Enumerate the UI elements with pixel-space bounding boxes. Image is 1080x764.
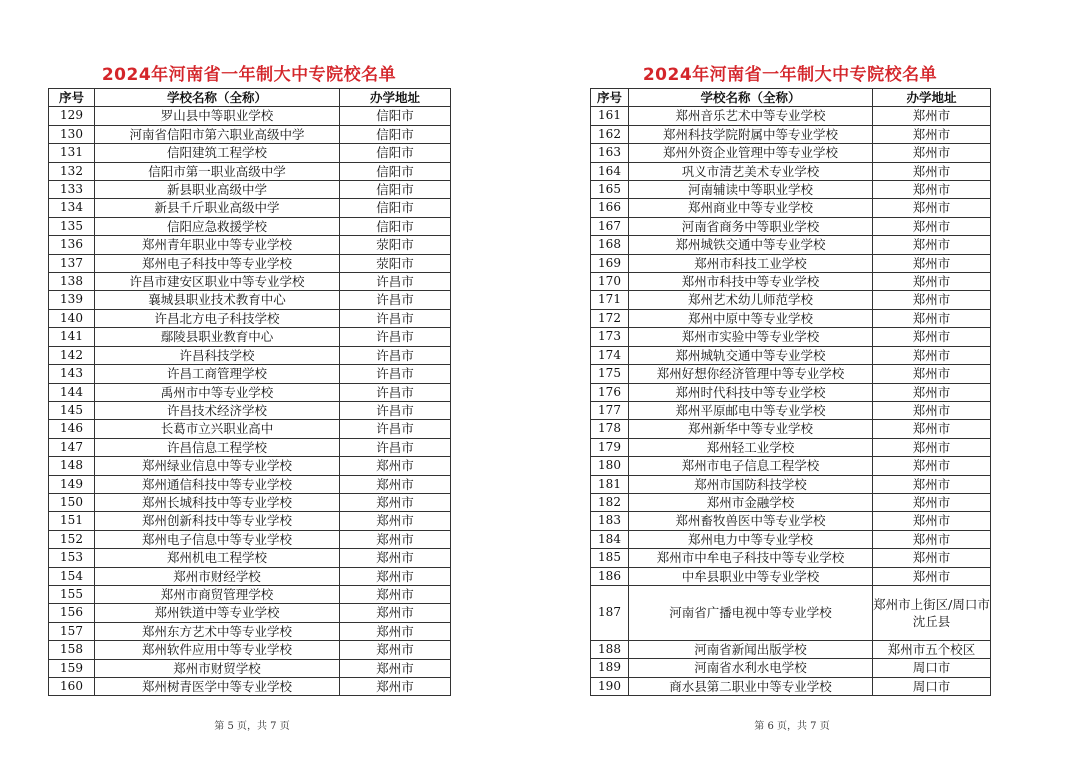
school-name: 郑州科技学院附属中等专业学校	[629, 125, 873, 143]
school-city: 信阳市	[340, 125, 451, 143]
row-number: 174	[591, 346, 629, 364]
row-number: 145	[49, 401, 95, 419]
table-row	[591, 567, 991, 585]
table-row	[591, 549, 991, 567]
school-city: 郑州市	[873, 346, 991, 364]
table-row	[591, 217, 991, 235]
school-city: 信阳市	[340, 199, 451, 217]
table-row	[591, 640, 991, 658]
school-city: 许昌市	[340, 420, 451, 438]
school-city: 信阳市	[340, 144, 451, 162]
row-number: 146	[49, 420, 95, 438]
row-number: 160	[49, 678, 95, 696]
row-number: 177	[591, 401, 629, 419]
school-city: 郑州市五个校区	[873, 640, 991, 658]
row-number: 138	[49, 273, 95, 291]
school-city: 周口市	[873, 659, 991, 677]
school-city: 许昌市	[340, 401, 451, 419]
table-row	[49, 383, 451, 401]
row-number: 163	[591, 144, 629, 162]
table-row	[49, 236, 451, 254]
row-number: 154	[49, 567, 95, 585]
school-city: 郑州市	[340, 530, 451, 548]
table-row	[591, 273, 991, 291]
row-number: 167	[591, 217, 629, 235]
row-number: 186	[591, 567, 629, 585]
school-name: 郑州市财贸学校	[95, 659, 340, 677]
row-number: 144	[49, 383, 95, 401]
school-city: 郑州市	[340, 475, 451, 493]
row-number: 141	[49, 328, 95, 346]
school-city: 信阳市	[340, 107, 451, 125]
table-row	[49, 199, 451, 217]
school-name: 郑州树青医学中等专业学校	[95, 678, 340, 696]
school-city: 信阳市	[340, 181, 451, 199]
school-city: 郑州市	[873, 365, 991, 383]
left-page-footer: 第 5 页，共 7 页	[214, 721, 290, 732]
table-row	[591, 199, 991, 217]
school-name: 郑州商业中等专业学校	[629, 199, 873, 217]
school-city: 郑州市	[873, 438, 991, 456]
table-row	[591, 254, 991, 272]
row-number: 158	[49, 641, 95, 659]
row-number: 135	[49, 217, 95, 235]
school-city: 许昌市	[340, 383, 451, 401]
school-name: 郑州城轨交通中等专业学校	[629, 346, 873, 364]
school-name: 鄢陵县职业教育中心	[95, 328, 340, 346]
school-name: 郑州绿业信息中等专业学校	[95, 457, 340, 475]
table-row	[49, 273, 451, 291]
table-row	[591, 162, 991, 180]
table-row	[49, 641, 451, 659]
row-number: 172	[591, 309, 629, 327]
row-number: 148	[49, 457, 95, 475]
school-city: 郑州市	[340, 678, 451, 696]
school-city: 郑州市	[873, 236, 991, 254]
school-name: 襄城县职业技术教育中心	[95, 291, 340, 309]
table-row	[49, 365, 451, 383]
table-row	[49, 107, 451, 125]
table-row	[49, 567, 451, 585]
table-row	[591, 475, 991, 493]
table-row	[591, 181, 991, 199]
row-number: 188	[591, 640, 629, 658]
row-number: 170	[591, 273, 629, 291]
school-city: 郑州市	[873, 328, 991, 346]
school-name: 郑州畜牧兽医中等专业学校	[629, 512, 873, 530]
header-city: 办学地址	[340, 89, 451, 107]
school-name: 郑州市商贸管理学校	[95, 585, 340, 603]
row-number: 133	[49, 181, 95, 199]
row-number: 179	[591, 438, 629, 456]
school-name: 郑州市国防科技学校	[629, 475, 873, 493]
school-city: 郑州市	[873, 493, 991, 511]
row-number: 164	[591, 162, 629, 180]
table-row	[49, 291, 451, 309]
table-row	[591, 125, 991, 143]
row-number: 161	[591, 107, 629, 125]
school-name: 商水县第二职业中等专业学校	[629, 677, 873, 695]
table-row	[49, 254, 451, 272]
school-name: 禹州市中等专业学校	[95, 383, 340, 401]
school-name: 郑州音乐艺术中等专业学校	[629, 107, 873, 125]
table-row	[591, 457, 991, 475]
table-row	[49, 144, 451, 162]
table-row	[591, 438, 991, 456]
row-number: 147	[49, 438, 95, 456]
right-page	[590, 62, 990, 696]
table-header-row	[591, 89, 991, 107]
school-name: 郑州轻工业学校	[629, 438, 873, 456]
row-number: 182	[591, 493, 629, 511]
school-city: 郑州市上街区/周口市沈丘县	[873, 585, 991, 640]
school-name: 郑州外资企业管理中等专业学校	[629, 144, 873, 162]
row-number: 183	[591, 512, 629, 530]
table-row	[49, 493, 451, 511]
row-number: 137	[49, 254, 95, 272]
row-number: 129	[49, 107, 95, 125]
table-row	[49, 475, 451, 493]
school-city: 许昌市	[340, 291, 451, 309]
school-city: 郑州市	[340, 567, 451, 585]
left-school-table	[48, 88, 451, 696]
school-city: 许昌市	[340, 346, 451, 364]
school-city: 周口市	[873, 677, 991, 695]
row-number: 185	[591, 549, 629, 567]
row-number: 162	[591, 125, 629, 143]
table-row	[49, 420, 451, 438]
school-city: 许昌市	[340, 273, 451, 291]
school-city: 荥阳市	[340, 254, 451, 272]
school-city: 郑州市	[340, 549, 451, 567]
school-city: 郑州市	[873, 512, 991, 530]
table-row	[49, 512, 451, 530]
school-name: 河南省新闻出版学校	[629, 640, 873, 658]
school-city: 许昌市	[340, 328, 451, 346]
school-name: 河南省广播电视中等专业学校	[629, 585, 873, 640]
row-number: 169	[591, 254, 629, 272]
row-number: 157	[49, 622, 95, 640]
table-row	[591, 346, 991, 364]
table-row	[591, 365, 991, 383]
school-city: 郑州市	[340, 641, 451, 659]
school-name: 郑州创新科技中等专业学校	[95, 512, 340, 530]
table-row	[591, 530, 991, 548]
table-row	[591, 659, 991, 677]
row-number: 175	[591, 365, 629, 383]
table-row	[49, 438, 451, 456]
school-name: 郑州长城科技中等专业学校	[95, 493, 340, 511]
school-city: 郑州市	[873, 567, 991, 585]
table-row	[49, 549, 451, 567]
table-row	[49, 309, 451, 327]
school-name: 郑州青年职业中等专业学校	[95, 236, 340, 254]
school-name: 长葛市立兴职业高中	[95, 420, 340, 438]
table-row	[591, 512, 991, 530]
table-row	[591, 585, 991, 640]
school-name: 郑州机电工程学校	[95, 549, 340, 567]
row-number: 165	[591, 181, 629, 199]
row-number: 152	[49, 530, 95, 548]
school-name: 许昌信息工程学校	[95, 438, 340, 456]
school-name: 郑州市科技中等专业学校	[629, 273, 873, 291]
row-number: 166	[591, 199, 629, 217]
row-number: 178	[591, 420, 629, 438]
row-number: 156	[49, 604, 95, 622]
row-number: 140	[49, 309, 95, 327]
row-number: 150	[49, 493, 95, 511]
school-city: 郑州市	[873, 107, 991, 125]
school-city: 郑州市	[873, 273, 991, 291]
row-number: 155	[49, 585, 95, 603]
row-number: 173	[591, 328, 629, 346]
school-city: 郑州市	[340, 604, 451, 622]
row-number: 184	[591, 530, 629, 548]
school-name: 郑州市金融学校	[629, 493, 873, 511]
left-page	[48, 62, 450, 696]
table-row	[591, 383, 991, 401]
table-row	[49, 457, 451, 475]
row-number: 130	[49, 125, 95, 143]
school-city: 郑州市	[873, 162, 991, 180]
school-city: 许昌市	[340, 309, 451, 327]
table-row	[49, 678, 451, 696]
row-number: 176	[591, 383, 629, 401]
school-city: 郑州市	[873, 549, 991, 567]
school-name: 许昌工商管理学校	[95, 365, 340, 383]
school-name: 郑州电子信息中等专业学校	[95, 530, 340, 548]
row-number: 142	[49, 346, 95, 364]
school-city: 郑州市	[340, 512, 451, 530]
school-city: 信阳市	[340, 217, 451, 235]
school-city: 许昌市	[340, 438, 451, 456]
school-city: 郑州市	[873, 420, 991, 438]
school-name: 许昌北方电子科技学校	[95, 309, 340, 327]
row-number: 171	[591, 291, 629, 309]
school-city: 郑州市	[873, 530, 991, 548]
table-row	[591, 291, 991, 309]
school-name: 许昌技术经济学校	[95, 401, 340, 419]
school-name: 信阳应急救援学校	[95, 217, 340, 235]
table-row	[49, 659, 451, 677]
table-row	[49, 217, 451, 235]
school-name: 郑州市中牟电子科技中等专业学校	[629, 549, 873, 567]
header-name: 学校名称（全称）	[95, 89, 340, 107]
school-city: 郑州市	[873, 144, 991, 162]
row-number: 132	[49, 162, 95, 180]
school-name: 郑州市电子信息工程学校	[629, 457, 873, 475]
table-row	[49, 401, 451, 419]
table-row	[591, 328, 991, 346]
row-number: 134	[49, 199, 95, 217]
school-city: 郑州市	[873, 199, 991, 217]
school-name: 中牟县职业中等专业学校	[629, 567, 873, 585]
school-city: 郑州市	[873, 401, 991, 419]
school-name: 河南辅读中等职业学校	[629, 181, 873, 199]
school-name: 郑州铁道中等专业学校	[95, 604, 340, 622]
school-city: 郑州市	[873, 181, 991, 199]
row-number: 181	[591, 475, 629, 493]
school-city: 信阳市	[340, 162, 451, 180]
school-name: 河南省水利水电学校	[629, 659, 873, 677]
row-number: 168	[591, 236, 629, 254]
row-number: 189	[591, 659, 629, 677]
row-number: 143	[49, 365, 95, 383]
school-name: 郑州市实验中等专业学校	[629, 328, 873, 346]
school-name: 郑州新华中等专业学校	[629, 420, 873, 438]
school-name: 信阳市第一职业高级中学	[95, 162, 340, 180]
school-name: 郑州艺术幼儿师范学校	[629, 291, 873, 309]
row-number: 153	[49, 549, 95, 567]
table-row	[49, 125, 451, 143]
school-name: 郑州时代科技中等专业学校	[629, 383, 873, 401]
school-name: 许昌市建安区职业中等专业学校	[95, 273, 340, 291]
left-page-title: 2024年河南省一年制大中专院校名单	[101, 65, 397, 85]
row-number: 136	[49, 236, 95, 254]
school-name: 新县职业高级中学	[95, 181, 340, 199]
school-city: 许昌市	[340, 365, 451, 383]
table-row	[49, 328, 451, 346]
header-no: 序号	[49, 89, 95, 107]
row-number: 139	[49, 291, 95, 309]
header-city: 办学地址	[873, 89, 991, 107]
school-city: 郑州市	[873, 309, 991, 327]
table-row	[49, 530, 451, 548]
school-name: 郑州电子科技中等专业学校	[95, 254, 340, 272]
row-number: 131	[49, 144, 95, 162]
table-row	[49, 585, 451, 603]
school-city: 郑州市	[873, 457, 991, 475]
school-city: 郑州市	[873, 475, 991, 493]
table-row	[49, 181, 451, 199]
school-name: 信阳建筑工程学校	[95, 144, 340, 162]
school-city: 郑州市	[340, 493, 451, 511]
table-row	[591, 144, 991, 162]
school-name: 郑州好想你经济管理中等专业学校	[629, 365, 873, 383]
table-row	[591, 677, 991, 695]
school-city: 郑州市	[340, 457, 451, 475]
school-name: 郑州平原邮电中等专业学校	[629, 401, 873, 419]
table-row	[591, 309, 991, 327]
school-name: 河南省商务中等职业学校	[629, 217, 873, 235]
school-city: 郑州市	[873, 125, 991, 143]
header-name: 学校名称（全称）	[629, 89, 873, 107]
row-number: 149	[49, 475, 95, 493]
table-row	[591, 236, 991, 254]
right-school-table	[590, 88, 991, 696]
school-name: 罗山县中等职业学校	[95, 107, 340, 125]
table-row	[591, 420, 991, 438]
school-city: 郑州市	[873, 383, 991, 401]
school-name: 郑州城铁交通中等专业学校	[629, 236, 873, 254]
right-page-title: 2024年河南省一年制大中专院校名单	[642, 65, 938, 85]
right-page-footer: 第 6 页，共 7 页	[754, 721, 830, 732]
school-name: 新县千斤职业高级中学	[95, 199, 340, 217]
table-row	[49, 346, 451, 364]
table-row	[591, 493, 991, 511]
header-no: 序号	[591, 89, 629, 107]
school-name: 郑州中原中等专业学校	[629, 309, 873, 327]
school-city: 郑州市	[340, 585, 451, 603]
table-row	[591, 401, 991, 419]
school-city: 荥阳市	[340, 236, 451, 254]
school-name: 许昌科技学校	[95, 346, 340, 364]
school-name: 郑州市财经学校	[95, 567, 340, 585]
row-number: 159	[49, 659, 95, 677]
school-name: 郑州市科技工业学校	[629, 254, 873, 272]
table-row	[49, 604, 451, 622]
table-header-row	[49, 89, 451, 107]
school-city: 郑州市	[340, 622, 451, 640]
row-number: 180	[591, 457, 629, 475]
table-row	[591, 107, 991, 125]
row-number: 190	[591, 677, 629, 695]
school-name: 郑州通信科技中等专业学校	[95, 475, 340, 493]
table-row	[49, 162, 451, 180]
school-city: 郑州市	[340, 659, 451, 677]
school-name: 河南省信阳市第六职业高级中学	[95, 125, 340, 143]
school-name: 郑州东方艺术中等专业学校	[95, 622, 340, 640]
school-name: 郑州软件应用中等专业学校	[95, 641, 340, 659]
school-city: 郑州市	[873, 254, 991, 272]
table-row	[49, 622, 451, 640]
school-city: 郑州市	[873, 217, 991, 235]
row-number: 151	[49, 512, 95, 530]
school-city: 郑州市	[873, 291, 991, 309]
school-name: 郑州电力中等专业学校	[629, 530, 873, 548]
school-name: 巩义市清艺美术专业学校	[629, 162, 873, 180]
row-number: 187	[591, 585, 629, 640]
